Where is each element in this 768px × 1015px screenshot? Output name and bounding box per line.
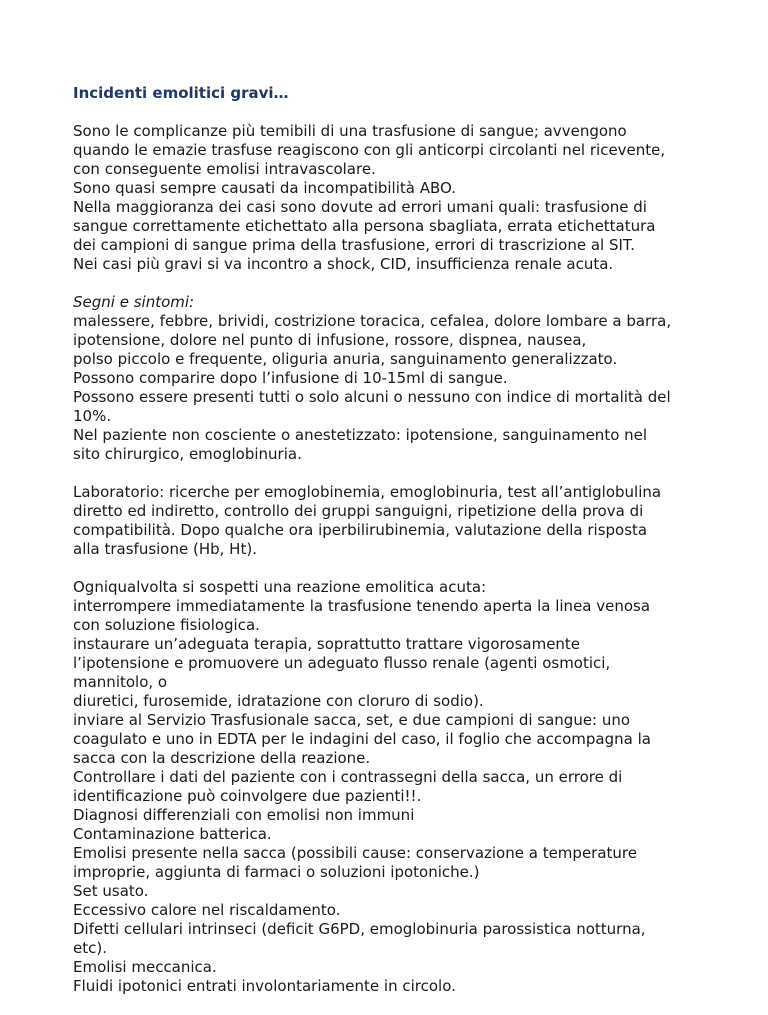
text-line: 10%. <box>73 407 112 425</box>
text-line: improprie, aggiunta di farmaci o soluzioni ipotoniche.) <box>73 863 480 881</box>
text-line: Nella maggioranza dei casi sono dovute ad errori umani quali: trasfusione di <box>73 198 647 216</box>
text-line: quando le emazie trasfuse reagiscono con gli anticorpi circolanti nel ricevente, <box>73 141 666 159</box>
text-line: con soluzione fisiologica. <box>73 616 260 634</box>
text-line: sangue correttamente etichettato alla persona sbagliata, errata etichettatura <box>73 217 656 235</box>
text-line: Laboratorio: ricerche per emoglobinemia, emoglobinuria, test all’antiglobulina <box>73 483 662 501</box>
text-line: Possono comparire dopo l’infusione di 10-15ml di sangue. <box>73 369 508 387</box>
text-line: coagulato e uno in EDTA per le indagini del caso, il foglio che accompagna la <box>73 730 651 748</box>
text-line: alla trasfusione (Hb, Ht). <box>73 540 257 558</box>
text-line: sito chirurgico, emoglobinuria. <box>73 445 302 463</box>
text-line: Possono essere presenti tutti o solo alcuni o nessuno con indice di mortalità del <box>73 388 671 406</box>
text-line: diuretici, furosemide, idratazione con cloruro di sodio). <box>73 692 484 710</box>
text-line: Contaminazione batterica. <box>73 825 272 843</box>
signs-heading: Segni e sintomi: <box>73 293 195 311</box>
text-line: Set usato. <box>73 882 149 900</box>
text-line: ipotensione, dolore nel punto di infusione, rossore, dispnea, nausea, <box>73 331 587 349</box>
text-line: Diagnosi differenziali con emolisi non immuni <box>73 806 415 824</box>
text-line: con conseguente emolisi intravascolare. <box>73 160 376 178</box>
text-line: compatibilità. Dopo qualche ora iperbilirubinemia, valutazione della risposta <box>73 521 648 539</box>
text-line: Eccessivo calore nel riscaldamento. <box>73 901 341 919</box>
text-line: Emolisi meccanica. <box>73 958 217 976</box>
document-page <box>73 84 753 1015</box>
actions-paragraph <box>73 578 753 996</box>
text-line: inviare al Servizio Trasfusionale sacca, set, e due campioni di sangue: uno <box>73 711 631 729</box>
text-line: Nel paziente non cosciente o anestetizzato: ipotensione, sanguinamento nel <box>73 426 648 444</box>
text-line: Sono quasi sempre causati da incompatibilità ABO. <box>73 179 456 197</box>
text-line: mannitolo, o <box>73 673 168 691</box>
text-line: Ogniqualvolta si sospetti una reazione emolitica acuta: <box>73 578 487 596</box>
text-line: dei campioni di sangue prima della trasfusione, errori di trascrizione al SIT. <box>73 236 636 254</box>
text-line: l’ipotensione e promuovere un adeguato flusso renale (agenti osmotici, <box>73 654 611 672</box>
text-line: Nei casi più gravi si va incontro a shock, CID, insufficienza renale acuta. <box>73 255 614 273</box>
text-line: sacca con la descrizione della reazione. <box>73 749 371 767</box>
text-line: Fluidi ipotonici entrati involontariamente in circolo. <box>73 977 456 995</box>
signs-paragraph <box>73 293 753 464</box>
text-line: diretto ed indiretto, controllo dei gruppi sanguigni, ripetizione della prova di <box>73 502 644 520</box>
document-title: Incidenti emolitici gravi… <box>73 84 289 102</box>
text-line: Difetti cellulari intrinseci (deficit G6PD, emoglobinuria parossistica notturna, <box>73 920 646 938</box>
text-line: malessere, febbre, brividi, costrizione toracica, cefalea, dolore lombare a barra, <box>73 312 672 330</box>
text-line: etc). <box>73 939 107 957</box>
text-line: Emolisi presente nella sacca (possibili cause: conservazione a temperature <box>73 844 637 862</box>
text-line: interrompere immediatamente la trasfusione tenendo aperta la linea venosa <box>73 597 651 615</box>
text-line: Sono le complicanze più temibili di una trasfusione di sangue; avvengono <box>73 122 627 140</box>
intro-paragraph <box>73 122 753 274</box>
laboratory-paragraph <box>73 483 753 559</box>
text-line: Controllare i dati del paziente con i contrassegni della sacca, un errore di <box>73 768 623 786</box>
text-line: instaurare un’adeguata terapia, soprattutto trattare vigorosamente <box>73 635 581 653</box>
text-line: polso piccolo e frequente, oliguria anuria, sanguinamento generalizzato. <box>73 350 618 368</box>
text-line: identificazione può coinvolgere due pazienti!!. <box>73 787 422 805</box>
